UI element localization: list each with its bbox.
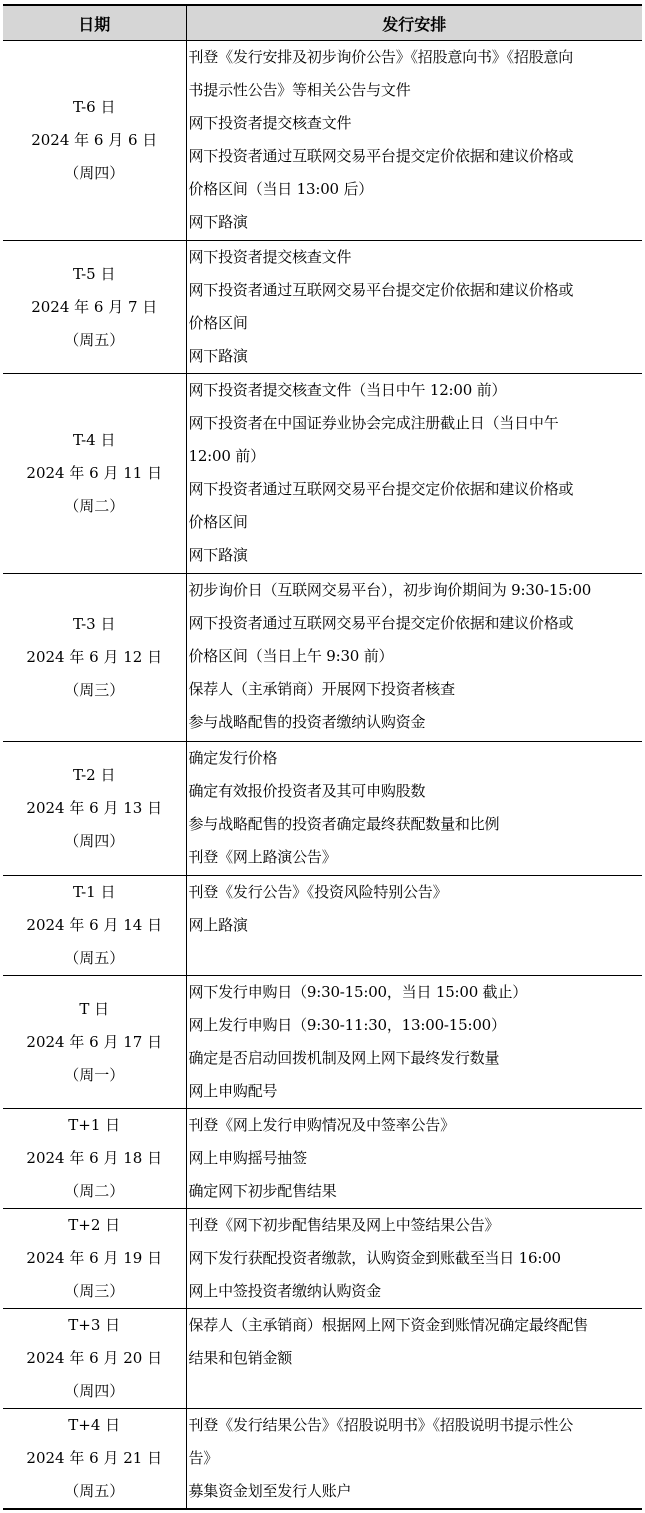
- schedule-cell: [186, 876, 642, 976]
- date-cell: [3, 742, 186, 876]
- schedule-cell: [186, 1209, 642, 1309]
- trade-day-label: T-1 日: [73, 883, 116, 901]
- table-row: [3, 1409, 642, 1510]
- schedule-line: 网下发行获配投资者缴款，认购资金到账截至当日 16:00: [188, 1249, 561, 1267]
- schedule-line: 保荐人（主承销商）根据网上网下资金到账情况确定最终配售: [188, 1316, 589, 1334]
- schedule-line: 确定发行价格: [188, 749, 278, 767]
- calendar-date: 2024 年 6 月 20 日: [26, 1349, 163, 1367]
- schedule-line: 价格区间: [188, 513, 248, 531]
- date-cell: [3, 1409, 186, 1510]
- schedule-cell: [186, 1409, 642, 1510]
- schedule-line: 网下投资者在中国证券业协会完成注册截止日（当日中午: [188, 414, 559, 432]
- date-cell: [3, 241, 186, 374]
- schedule-line: 刊登《发行结果公告》《招股说明书》《招股说明书提示性公: [188, 1416, 574, 1434]
- trade-day-label: T+4 日: [68, 1416, 121, 1434]
- schedule-line: 刊登《网上路演公告》: [188, 848, 337, 866]
- schedule-line: 价格区间（当日 13:00 后）: [188, 180, 374, 198]
- date-cell: [3, 41, 186, 241]
- calendar-date: 2024 年 6 月 17 日: [26, 1032, 163, 1051]
- schedule-line: 刊登《网上发行申购情况及中签率公告》: [188, 1116, 455, 1134]
- trade-day-label: T-3 日: [73, 615, 116, 633]
- schedule-line: 结果和包销金额: [188, 1349, 293, 1367]
- weekday-label: （周二）: [64, 497, 125, 515]
- schedule-line: 网下路演: [188, 546, 248, 564]
- date-cell: [3, 1109, 186, 1209]
- schedule-line: 网下发行申购日（9:30-15:00，当日 15:00 截止）: [188, 983, 528, 1001]
- trade-day-label: T-6 日: [73, 98, 116, 116]
- schedule-line: 网下路演: [188, 347, 248, 365]
- schedule-line: 价格区间（当日上午 9:30 前）: [188, 647, 394, 665]
- schedule-line: 网下投资者提交核查文件: [188, 114, 352, 132]
- schedule-column-header: 发行安排: [186, 5, 642, 41]
- table-row: [3, 241, 642, 374]
- table-row: [3, 876, 642, 976]
- table-row: [3, 1309, 642, 1409]
- weekday-label: （周五）: [64, 949, 125, 967]
- weekday-label: （周四）: [64, 832, 125, 850]
- calendar-date: 2024 年 6 月 14 日: [26, 916, 163, 934]
- weekday-label: （周三）: [64, 681, 125, 699]
- schedule-line: 初步询价日（互联网交易平台），初步询价期间为 9:30-15:00: [188, 581, 592, 599]
- schedule-cell: [186, 1309, 642, 1409]
- schedule-line: 12:00 前）: [188, 447, 265, 465]
- schedule-line: 刊登《发行公告》《投资风险特别公告》: [188, 883, 448, 901]
- weekday-label: （周一）: [64, 1065, 125, 1084]
- table-row: [3, 742, 642, 876]
- schedule-cell: [186, 976, 642, 1109]
- schedule-line: 网上路演: [188, 916, 248, 934]
- schedule-line: 网下投资者通过互联网交易平台提交定价依据和建议价格或: [188, 147, 574, 165]
- trade-day-label: T-2 日: [73, 766, 116, 784]
- calendar-date: 2024 年 6 月 11 日: [26, 464, 163, 482]
- schedule-line: 价格区间: [188, 314, 248, 332]
- weekday-label: （周四）: [64, 1382, 125, 1400]
- schedule-line: 网下投资者提交核查文件: [188, 248, 352, 266]
- schedule-line: 参与战略配售的投资者缴纳认购资金: [188, 713, 426, 731]
- weekday-label: （周四）: [64, 164, 125, 182]
- date-cell: [3, 574, 186, 742]
- date-cell: [3, 976, 186, 1109]
- schedule-line: 网下投资者提交核查文件（当日中午 12:00 前）: [188, 381, 507, 399]
- schedule-line: 参与战略配售的投资者确定最终获配数量和比例: [188, 815, 500, 833]
- date-column-header: 日期: [3, 5, 186, 41]
- trade-day-label: T+2 日: [68, 1216, 121, 1234]
- table-row: [3, 1109, 642, 1209]
- calendar-date: 2024 年 6 月 13 日: [26, 799, 163, 817]
- table-row: [3, 1209, 642, 1309]
- calendar-date: 2024 年 6 月 6 日: [31, 131, 158, 149]
- schedule-line: 刊登《发行安排及初步询价公告》《招股意向书》《招股意向: [188, 48, 574, 66]
- calendar-date: 2024 年 6 月 7 日: [31, 297, 158, 316]
- date-cell: [3, 1309, 186, 1409]
- issuance-schedule-table: [3, 4, 642, 1510]
- date-cell: [3, 374, 186, 574]
- calendar-date: 2024 年 6 月 18 日: [26, 1149, 163, 1167]
- table-row: [3, 374, 642, 574]
- schedule-line: 网下投资者通过互联网交易平台提交定价依据和建议价格或: [188, 281, 574, 299]
- schedule-line: 确定网下初步配售结果: [188, 1182, 337, 1200]
- schedule-cell: [186, 241, 642, 374]
- schedule-line: 网下投资者通过互联网交易平台提交定价依据和建议价格或: [188, 614, 574, 632]
- table-row: [3, 574, 642, 742]
- schedule-line: 网上申购配号: [188, 1082, 278, 1100]
- weekday-label: （周五）: [64, 330, 125, 349]
- schedule-line: 确定有效报价投资者及其可申购股数: [188, 782, 426, 800]
- trade-day-label: T+3 日: [68, 1316, 121, 1334]
- schedule-line: 网下投资者通过互联网交易平台提交定价依据和建议价格或: [188, 480, 574, 498]
- table-header-row: [3, 5, 642, 41]
- schedule-line: 书提示性公告》等相关公告与文件: [188, 81, 411, 99]
- weekday-label: （周三）: [64, 1282, 125, 1300]
- table-row: [3, 976, 642, 1109]
- table-body: [3, 41, 642, 1510]
- schedule-line: 网上申购摇号抽签: [188, 1149, 307, 1167]
- trade-day-label: T-5 日: [73, 264, 116, 283]
- table-row: [3, 41, 642, 241]
- schedule-line: 网上中签投资者缴纳认购资金: [188, 1282, 381, 1300]
- calendar-date: 2024 年 6 月 19 日: [26, 1249, 163, 1267]
- schedule-cell: [186, 742, 642, 876]
- schedule-line: 网上发行申购日（9:30-11:30，13:00-15:00）: [188, 1016, 506, 1034]
- date-cell: [3, 876, 186, 976]
- schedule-line: 募集资金划至发行人账户: [188, 1482, 352, 1500]
- trade-day-label: T-4 日: [73, 431, 116, 449]
- trade-day-label: T 日: [79, 999, 110, 1018]
- schedule-cell: [186, 1109, 642, 1209]
- schedule-line: 确定是否启动回拨机制及网上网下最终发行数量: [188, 1049, 500, 1067]
- schedule-cell: [186, 374, 642, 574]
- calendar-date: 2024 年 6 月 12 日: [26, 648, 163, 666]
- schedule-cell: [186, 574, 642, 742]
- weekday-label: （周二）: [64, 1182, 125, 1200]
- schedule-line: 告》: [188, 1449, 219, 1467]
- schedule-line: 保荐人（主承销商）开展网下投资者核查: [188, 680, 455, 698]
- schedule-cell: [186, 41, 642, 241]
- calendar-date: 2024 年 6 月 21 日: [26, 1449, 163, 1467]
- schedule-line: 刊登《网下初步配售结果及网上中签结果公告》: [188, 1216, 500, 1234]
- weekday-label: （周五）: [64, 1482, 125, 1500]
- trade-day-label: T+1 日: [68, 1116, 121, 1134]
- date-cell: [3, 1209, 186, 1309]
- schedule-line: 网下路演: [188, 213, 248, 231]
